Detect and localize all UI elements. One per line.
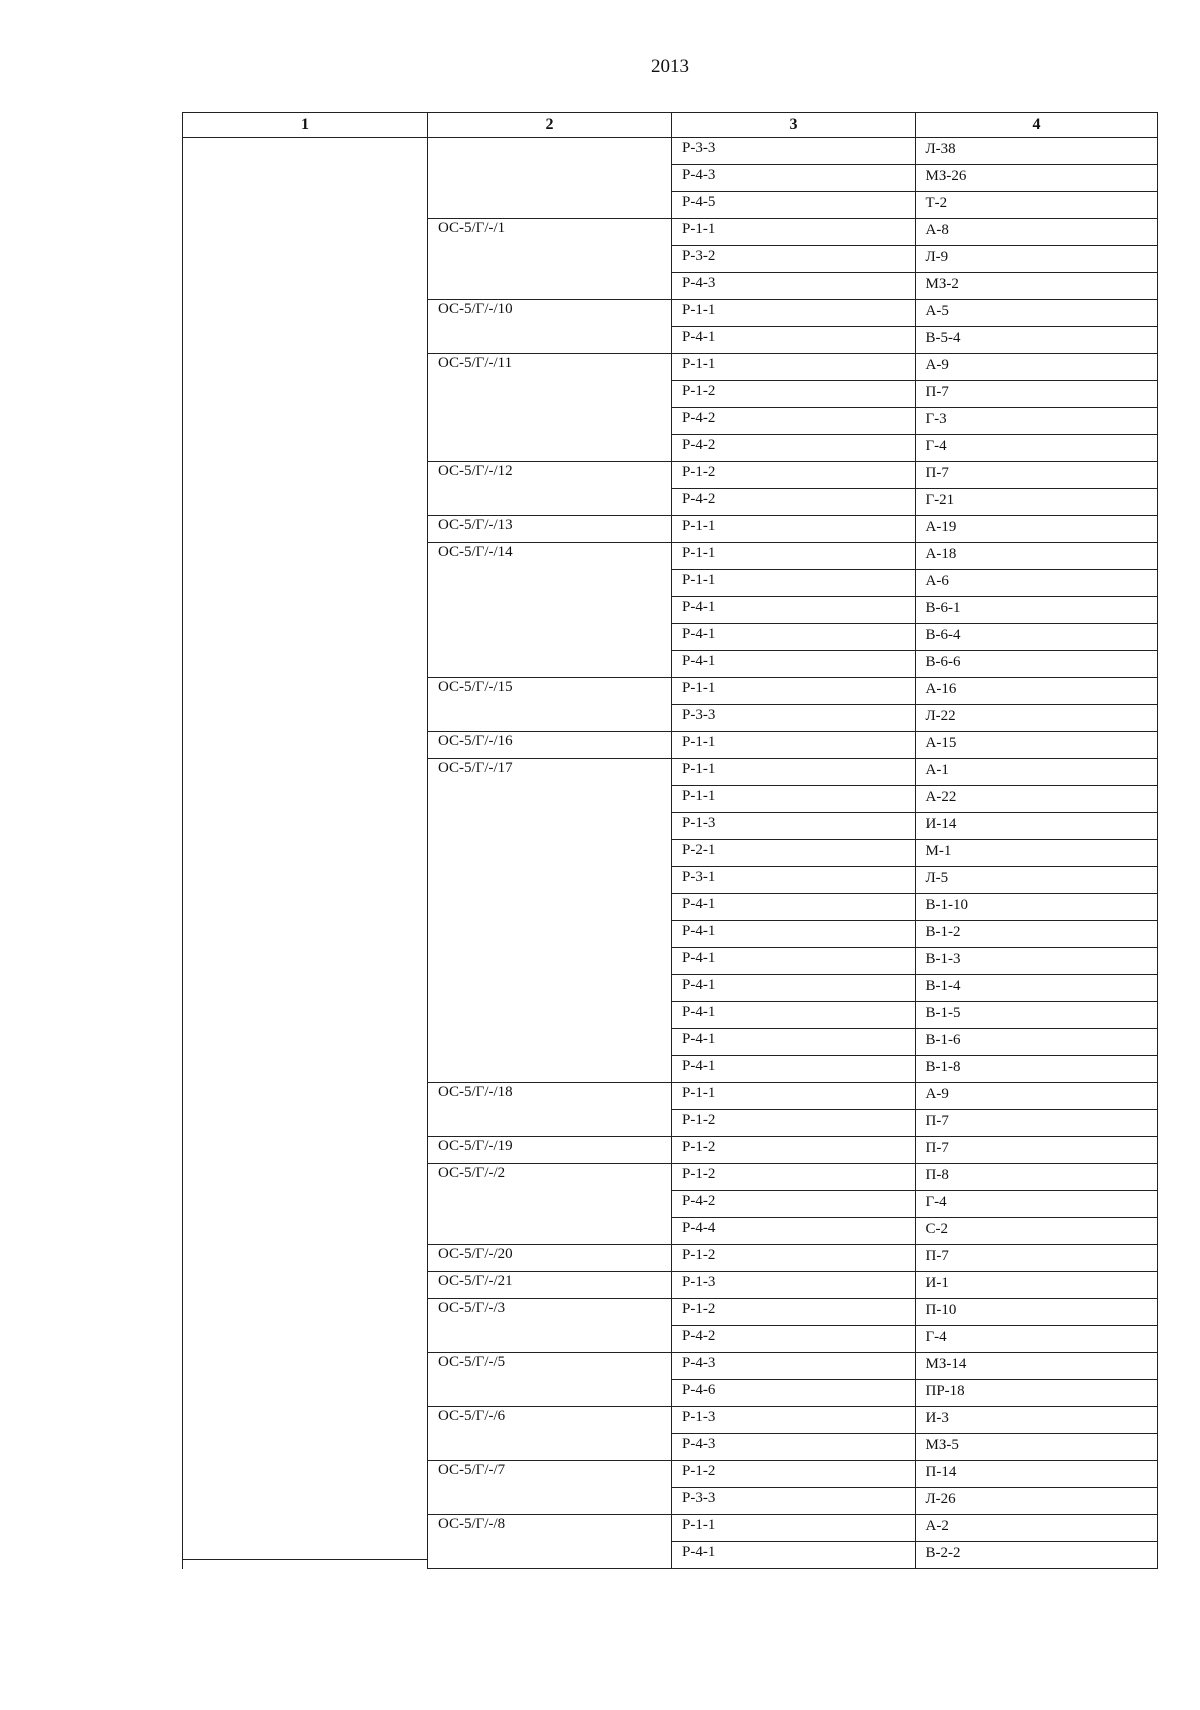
group-code-cell: ОС-5/Г/-/16 xyxy=(428,732,671,759)
cell-col-3: Р-1-1 xyxy=(672,219,916,245)
cell-col-3: Р-1-3 xyxy=(672,1272,916,1298)
table-row xyxy=(672,516,1157,543)
cell-col-3: Р-1-2 xyxy=(672,1461,916,1487)
col-1-empty xyxy=(183,138,427,1560)
cell-col-3: Р-3-3 xyxy=(672,705,916,731)
table-row xyxy=(672,192,1157,219)
header-col-2: 2 xyxy=(427,113,671,137)
cell-col-3: Р-4-1 xyxy=(672,975,916,1001)
cell-col-3: Р-1-3 xyxy=(672,1407,916,1433)
table-row xyxy=(672,1056,1157,1083)
table-row xyxy=(672,759,1157,786)
table-row xyxy=(672,489,1157,516)
cell-col-4: А-9 xyxy=(925,357,949,373)
cell-col-3: Р-4-2 xyxy=(672,1326,916,1352)
cell-col-3: Р-4-2 xyxy=(672,489,916,515)
cell-col-3: Р-1-1 xyxy=(672,786,916,812)
table-row xyxy=(672,543,1157,570)
cell-col-4: П-7 xyxy=(925,384,949,400)
cell-col-3: Р-4-4 xyxy=(672,1218,916,1244)
table-row xyxy=(672,678,1157,705)
cell-col-3: Р-4-1 xyxy=(672,948,916,974)
table-row xyxy=(672,1164,1157,1191)
table-row xyxy=(672,597,1157,624)
cell-col-4: Л-22 xyxy=(925,708,956,724)
cell-col-4: В-6-1 xyxy=(925,600,961,616)
cell-col-4: П-7 xyxy=(925,465,949,481)
cell-col-3: Р-1-2 xyxy=(672,381,916,407)
cell-col-3: Р-3-1 xyxy=(672,867,916,893)
table-row xyxy=(672,570,1157,597)
table-row xyxy=(672,894,1157,921)
table-row xyxy=(672,219,1157,246)
group-code-cell xyxy=(428,138,671,219)
cell-col-4: Л-5 xyxy=(925,870,949,886)
cell-col-3: Р-1-1 xyxy=(672,678,916,704)
table-row xyxy=(672,624,1157,651)
table-row xyxy=(672,435,1157,462)
table-row xyxy=(672,1272,1157,1299)
group-code-cell: ОС-5/Г/-/17 xyxy=(428,759,671,1083)
cell-col-4: МЗ-2 xyxy=(925,276,959,292)
cell-col-3: Р-1-1 xyxy=(672,543,916,569)
table-row xyxy=(672,246,1157,273)
header-col-4: 4 xyxy=(915,113,1157,137)
cell-col-4: С-2 xyxy=(925,1221,948,1237)
table-row xyxy=(672,1029,1157,1056)
cell-col-4: В-1-2 xyxy=(925,924,961,940)
table-row xyxy=(672,1515,1157,1542)
table-row xyxy=(672,408,1157,435)
cell-col-4: Л-26 xyxy=(925,1491,956,1507)
cell-col-4: В-1-8 xyxy=(925,1059,961,1075)
table-row xyxy=(672,705,1157,732)
cell-col-3: Р-4-3 xyxy=(672,1434,916,1460)
group-code-cell: ОС-5/Г/-/18 xyxy=(428,1083,671,1137)
cell-col-4: ПР-18 xyxy=(925,1383,965,1399)
cell-col-4: А-16 xyxy=(925,681,957,697)
cell-col-4: В-1-4 xyxy=(925,978,961,994)
col-2-codes xyxy=(427,138,671,1569)
cell-col-4: А-5 xyxy=(925,303,949,319)
cell-col-4: И-1 xyxy=(925,1275,949,1291)
table-row xyxy=(672,462,1157,489)
cell-col-4: А-19 xyxy=(925,519,957,535)
cell-col-3: Р-3-3 xyxy=(672,138,916,164)
table-row xyxy=(672,273,1157,300)
cell-col-4: И-3 xyxy=(925,1410,949,1426)
cell-col-3: Р-4-6 xyxy=(672,1380,916,1406)
cell-col-4: П-8 xyxy=(925,1167,949,1183)
cell-col-4: МЗ-14 xyxy=(925,1356,967,1372)
cell-col-4: Г-3 xyxy=(925,411,947,427)
table-row xyxy=(672,1191,1157,1218)
cell-col-3: Р-1-2 xyxy=(672,462,916,488)
cell-col-3: Р-4-1 xyxy=(672,921,916,947)
table-row xyxy=(672,1434,1157,1461)
cell-col-4: А-2 xyxy=(925,1518,949,1534)
table-body xyxy=(183,138,1157,1569)
table-row xyxy=(672,840,1157,867)
cell-col-4: А-22 xyxy=(925,789,957,805)
group-code-cell: ОС-5/Г/-/13 xyxy=(428,516,671,543)
table-row xyxy=(672,1380,1157,1407)
group-code-cell: ОС-5/Г/-/20 xyxy=(428,1245,671,1272)
cell-col-3: Р-4-1 xyxy=(672,1056,916,1082)
group-code-cell: ОС-5/Г/-/19 xyxy=(428,1137,671,1164)
col-3-4-values xyxy=(671,138,1157,1569)
cell-col-4: Г-4 xyxy=(925,1329,947,1345)
cell-col-3: Р-1-2 xyxy=(672,1245,916,1271)
cell-col-4: Т-2 xyxy=(925,195,948,211)
cell-col-3: Р-1-1 xyxy=(672,354,916,380)
cell-col-3: Р-4-2 xyxy=(672,435,916,461)
cell-col-4: МЗ-26 xyxy=(925,168,967,184)
cell-col-4: Г-4 xyxy=(925,1194,947,1210)
cell-col-3: Р-4-1 xyxy=(672,894,916,920)
page-number: 2013 xyxy=(651,56,689,77)
cell-col-3: Р-4-2 xyxy=(672,408,916,434)
cell-col-3: Р-1-1 xyxy=(672,1515,916,1541)
table-row xyxy=(672,651,1157,678)
table-row xyxy=(672,1218,1157,1245)
table-row xyxy=(672,327,1157,354)
cell-col-4: В-6-6 xyxy=(925,654,961,670)
table-row xyxy=(672,1407,1157,1434)
cell-col-4: П-7 xyxy=(925,1140,949,1156)
cell-col-4: А-8 xyxy=(925,222,949,238)
cell-col-3: Р-1-2 xyxy=(672,1299,916,1325)
group-code-cell: ОС-5/Г/-/10 xyxy=(428,300,671,354)
group-code-cell: ОС-5/Г/-/15 xyxy=(428,678,671,732)
cell-col-3: Р-4-1 xyxy=(672,624,916,650)
table-row xyxy=(672,813,1157,840)
table-row xyxy=(672,1002,1157,1029)
cell-col-3: Р-4-1 xyxy=(672,597,916,623)
header-col-1: 1 xyxy=(301,116,309,133)
cell-col-3: Р-4-3 xyxy=(672,1353,916,1379)
table-row xyxy=(672,1461,1157,1488)
cell-col-3: Р-1-3 xyxy=(672,813,916,839)
table-row xyxy=(672,1353,1157,1380)
table-row xyxy=(672,948,1157,975)
cell-col-3: Р-1-1 xyxy=(672,570,916,596)
cell-col-4: П-7 xyxy=(925,1248,949,1264)
cell-col-4: П-14 xyxy=(925,1464,957,1480)
table-row xyxy=(672,354,1157,381)
table-row xyxy=(672,1299,1157,1326)
table-row xyxy=(672,1542,1157,1569)
table-row xyxy=(672,975,1157,1002)
cell-col-3: Р-4-5 xyxy=(672,192,916,218)
table-row xyxy=(672,786,1157,813)
cell-col-4: В-6-4 xyxy=(925,627,961,643)
table-row xyxy=(672,1110,1157,1137)
table-row xyxy=(672,165,1157,192)
table-row xyxy=(672,867,1157,894)
cell-col-3: Р-1-1 xyxy=(672,1083,916,1109)
cell-col-3: Р-4-1 xyxy=(672,327,916,353)
table-header xyxy=(183,113,1157,138)
group-code-cell: ОС-5/Г/-/14 xyxy=(428,543,671,678)
cell-col-3: Р-4-1 xyxy=(672,1029,916,1055)
table-row xyxy=(672,732,1157,759)
cell-col-3: Р-4-3 xyxy=(672,273,916,299)
cell-col-3: Р-1-1 xyxy=(672,732,916,758)
group-code-cell: ОС-5/Г/-/12 xyxy=(428,462,671,516)
cell-col-3: Р-4-3 xyxy=(672,165,916,191)
table-row xyxy=(672,138,1157,165)
cell-col-4: В-5-4 xyxy=(925,330,961,346)
cell-col-4: Г-21 xyxy=(925,492,955,508)
cell-col-4: В-1-6 xyxy=(925,1032,961,1048)
cell-col-4: И-14 xyxy=(925,816,957,832)
cell-col-4: А-6 xyxy=(925,573,949,589)
table-row xyxy=(672,1326,1157,1353)
table-row xyxy=(672,1083,1157,1110)
cell-col-3: Р-3-2 xyxy=(672,246,916,272)
group-code-cell: ОС-5/Г/-/5 xyxy=(428,1353,671,1407)
cell-col-4: Л-9 xyxy=(925,249,949,265)
cell-col-4: П-10 xyxy=(925,1302,957,1318)
cell-col-3: Р-1-1 xyxy=(672,300,916,326)
group-code-cell: ОС-5/Г/-/11 xyxy=(428,354,671,462)
cell-col-3: Р-1-2 xyxy=(672,1164,916,1190)
cell-col-3: Р-2-1 xyxy=(672,840,916,866)
cell-col-3: Р-4-2 xyxy=(672,1191,916,1217)
group-code-cell: ОС-5/Г/-/3 xyxy=(428,1299,671,1353)
cell-col-4: МЗ-5 xyxy=(925,1437,959,1453)
table-row xyxy=(672,921,1157,948)
cell-col-4: А-1 xyxy=(925,762,949,778)
cell-col-3: Р-4-1 xyxy=(672,1542,916,1568)
cell-col-3: Р-4-1 xyxy=(672,1002,916,1028)
cell-col-4: В-1-5 xyxy=(925,1005,961,1021)
table-row xyxy=(672,381,1157,408)
cell-col-3: Р-1-2 xyxy=(672,1137,916,1163)
table-row xyxy=(672,1488,1157,1515)
cell-col-3: Р-3-3 xyxy=(672,1488,916,1514)
cell-col-3: Р-4-1 xyxy=(672,651,916,677)
group-code-cell: ОС-5/Г/-/8 xyxy=(428,1515,671,1569)
header-col-3: 3 xyxy=(671,113,915,137)
data-table xyxy=(182,112,1158,1569)
cell-col-4: В-1-3 xyxy=(925,951,961,967)
cell-col-4: А-18 xyxy=(925,546,957,562)
table-row xyxy=(672,300,1157,327)
cell-col-4: А-9 xyxy=(925,1086,949,1102)
group-code-cell: ОС-5/Г/-/21 xyxy=(428,1272,671,1299)
cell-col-4: А-15 xyxy=(925,735,957,751)
cell-col-4: В-1-10 xyxy=(925,897,968,913)
cell-col-4: Г-4 xyxy=(925,438,947,454)
cell-col-4: М-1 xyxy=(925,843,952,859)
group-code-cell: ОС-5/Г/-/2 xyxy=(428,1164,671,1245)
group-code-cell: ОС-5/Г/-/1 xyxy=(428,219,671,300)
cell-col-3: Р-1-1 xyxy=(672,516,916,542)
cell-col-3: Р-1-2 xyxy=(672,1110,916,1136)
table-row xyxy=(672,1245,1157,1272)
cell-col-4: П-7 xyxy=(925,1113,949,1129)
group-code-cell: ОС-5/Г/-/6 xyxy=(428,1407,671,1461)
cell-col-4: В-2-2 xyxy=(925,1545,961,1561)
group-code-cell: ОС-5/Г/-/7 xyxy=(428,1461,671,1515)
table-row xyxy=(672,1137,1157,1164)
cell-col-4: Л-38 xyxy=(925,141,956,157)
cell-col-3: Р-1-1 xyxy=(672,759,916,785)
